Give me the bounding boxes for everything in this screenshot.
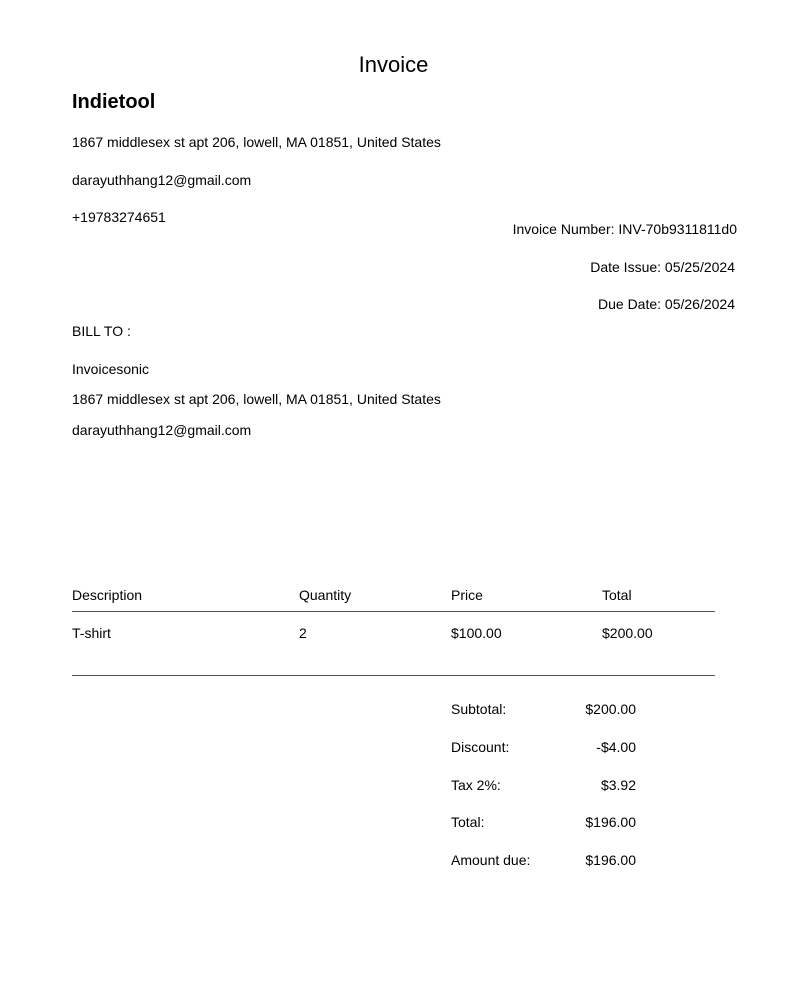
- table-row: [72, 624, 715, 676]
- bill-to-name: Invoicesonic: [72, 361, 150, 377]
- row-total: $200.00: [602, 625, 653, 641]
- total-label: Total:: [451, 814, 485, 830]
- amount-due-label: Amount due:: [451, 852, 531, 868]
- bill-to-heading: BILL TO :: [72, 323, 131, 339]
- invoice-title: Invoice: [358, 52, 429, 77]
- discount-label: Discount:: [451, 739, 510, 755]
- row-price: $100.00: [451, 625, 502, 641]
- company-name: Indietool: [72, 91, 156, 113]
- subtotal-label: Subtotal:: [451, 701, 507, 717]
- header-quantity: Quantity: [299, 587, 352, 603]
- row-description: T-shirt: [72, 625, 111, 641]
- tax-label: Tax 2%:: [451, 777, 501, 793]
- tax-value: $3.92: [600, 777, 636, 793]
- header-total: Total: [602, 587, 632, 603]
- header-price: Price: [451, 587, 483, 603]
- table-header: [72, 586, 715, 612]
- discount-value: -$4.00: [596, 739, 636, 755]
- sender-phone: +19783274651: [72, 209, 166, 225]
- header-description: Description: [72, 587, 143, 603]
- due-date: Due Date: 05/26/2024: [598, 296, 735, 312]
- sender-email: darayuthhang12@gmail.com: [72, 172, 252, 188]
- subtotal-value: $200.00: [585, 701, 636, 717]
- amount-due-value: $196.00: [585, 852, 636, 868]
- bill-to-address: 1867 middlesex st apt 206, lowell, MA 01851, United States: [72, 391, 441, 407]
- bill-to-email: darayuthhang12@gmail.com: [72, 422, 252, 438]
- sender-address: 1867 middlesex st apt 206, lowell, MA 01851, United States: [72, 134, 441, 150]
- invoice-number: Invoice Number: INV-70b9311811d0: [512, 221, 737, 237]
- issue-date: Date Issue: 05/25/2024: [590, 259, 735, 275]
- row-quantity: 2: [299, 625, 307, 641]
- total-value: $196.00: [585, 814, 636, 830]
